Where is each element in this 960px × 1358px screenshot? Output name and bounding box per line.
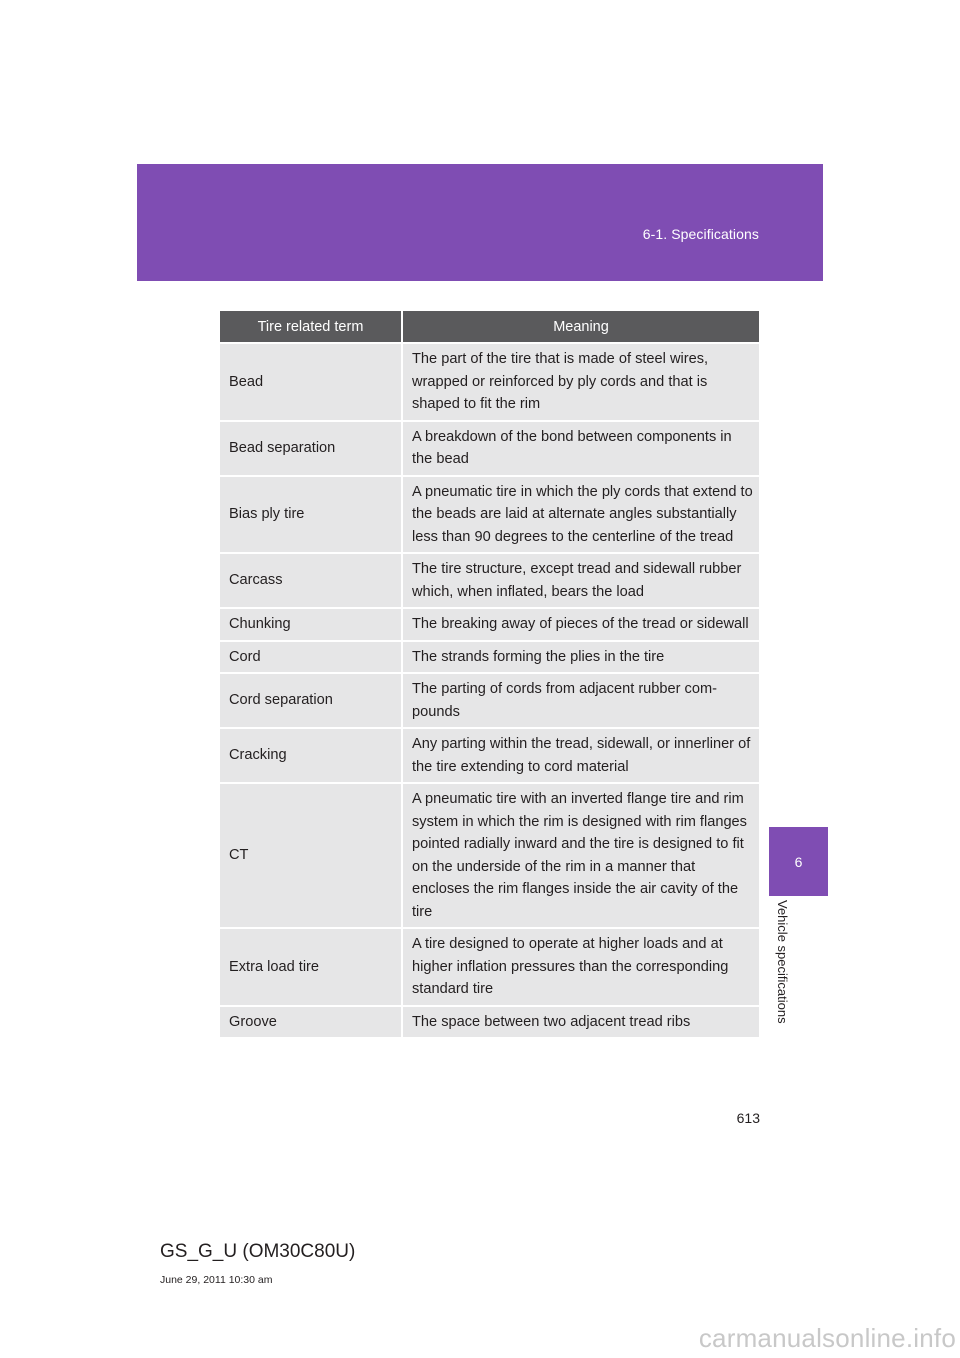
term-cell: Cracking — [220, 728, 402, 783]
meaning-cell: A tire designed to operate at higher loads and at higher inflation pressures than the corresponding standard tire — [402, 928, 759, 1006]
term-cell: Extra load tire — [220, 928, 402, 1006]
term-cell: CT — [220, 783, 402, 928]
table-row — [220, 928, 759, 1006]
table-row — [220, 641, 759, 674]
term-cell: Bead separation — [220, 421, 402, 476]
tire-terms-table — [220, 311, 759, 1037]
meaning-cell: A pneumatic tire with an inverted flange tire and rim system in which the rim is designed with rim flanges pointed radially inward and the tire is designed to fit on the underside of the rim in a manner that encloses the rim flanges inside the air cavity of the tire — [402, 783, 759, 928]
table-row — [220, 608, 759, 641]
section-title: 6-1. Specifications — [642, 226, 759, 242]
table-row — [220, 343, 759, 421]
chapter-number: 6 — [794, 853, 803, 870]
table-row — [220, 673, 759, 728]
meaning-cell: The parting of cords from adjacent rubber com-pounds — [402, 673, 759, 728]
term-cell: Cord separation — [220, 673, 402, 728]
table-row — [220, 783, 759, 928]
meaning-cell: The strands forming the plies in the tire — [402, 641, 759, 674]
term-cell: Groove — [220, 1006, 402, 1038]
document-code: GS_G_U (OM30C80U) — [160, 1241, 356, 1262]
table-row — [220, 553, 759, 608]
table-row — [220, 476, 759, 554]
meaning-cell: The part of the tire that is made of steel wires, wrapped or reinforced by ply cords and that is shaped to fit the rim — [402, 343, 759, 421]
table-row — [220, 728, 759, 783]
table-header-row — [220, 311, 759, 343]
table-row — [220, 421, 759, 476]
meaning-cell: The breaking away of pieces of the tread or sidewall — [402, 608, 759, 641]
meaning-cell: A breakdown of the bond between components in the bead — [402, 421, 759, 476]
meaning-cell: The space between two adjacent tread ribs — [402, 1006, 759, 1038]
table-row — [220, 1006, 759, 1038]
term-cell: Bias ply tire — [220, 476, 402, 554]
page-number: 613 — [736, 1110, 760, 1126]
column-header-meaning: Meaning — [402, 311, 759, 343]
meaning-cell: A pneumatic tire in which the ply cords that extend to the beads are laid at alternate angles substantially less than 90 degrees to the centerline of the tread — [402, 476, 759, 554]
term-cell: Carcass — [220, 553, 402, 608]
column-header-term: Tire related term — [220, 311, 402, 343]
section-header-band — [137, 164, 823, 281]
meaning-cell: The tire structure, except tread and sidewall rubber which, when inflated, bears the load — [402, 553, 759, 608]
watermark-text: carmanualsonline.info — [698, 1323, 956, 1353]
term-cell: Chunking — [220, 608, 402, 641]
term-cell: Bead — [220, 343, 402, 421]
chapter-tab[interactable] — [769, 827, 828, 896]
term-cell: Cord — [220, 641, 402, 674]
chapter-label: Vehicle specifications — [775, 900, 790, 1024]
meaning-cell: Any parting within the tread, sidewall, or innerliner of the tire extending to cord material — [402, 728, 759, 783]
document-date: June 29, 2011 10:30 am — [160, 1274, 273, 1286]
